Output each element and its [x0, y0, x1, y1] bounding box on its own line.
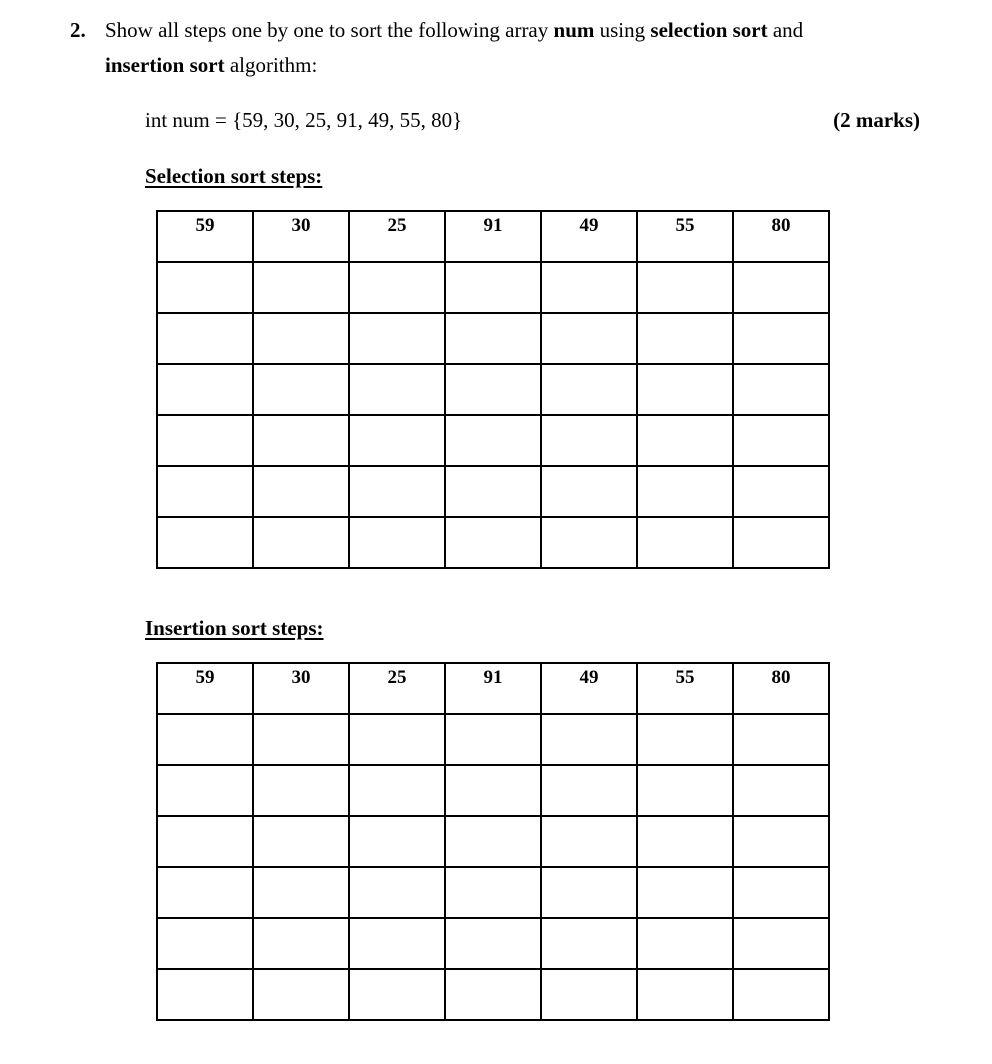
empty-step-cell[interactable] — [157, 364, 253, 415]
array-value-cell — [637, 663, 733, 714]
empty-step-cell[interactable] — [157, 969, 253, 1020]
empty-step-cell[interactable] — [253, 517, 349, 568]
array-value-cell — [445, 663, 541, 714]
table-row — [157, 262, 829, 313]
empty-step-cell[interactable] — [541, 262, 637, 313]
array-value: 91 — [483, 215, 503, 236]
empty-step-cell[interactable] — [733, 918, 829, 969]
selection-sort-title: Selection sort steps: — [145, 164, 323, 188]
array-value-cell — [637, 211, 733, 262]
empty-step-cell[interactable] — [349, 364, 445, 415]
empty-step-cell[interactable] — [157, 517, 253, 568]
empty-step-cell[interactable] — [541, 313, 637, 364]
empty-step-cell[interactable] — [157, 867, 253, 918]
empty-step-cell[interactable] — [637, 517, 733, 568]
array-value: 80 — [771, 215, 791, 236]
empty-step-cell[interactable] — [445, 867, 541, 918]
insertion-sort-title: Insertion sort steps: — [145, 616, 324, 640]
array-value: 49 — [579, 667, 599, 688]
empty-step-cell[interactable] — [253, 765, 349, 816]
empty-step-cell[interactable] — [349, 867, 445, 918]
empty-step-cell[interactable] — [349, 969, 445, 1020]
empty-step-cell[interactable] — [637, 466, 733, 517]
empty-step-cell[interactable] — [349, 517, 445, 568]
empty-step-cell[interactable] — [349, 918, 445, 969]
empty-step-cell[interactable] — [157, 765, 253, 816]
empty-step-cell[interactable] — [253, 867, 349, 918]
empty-step-cell[interactable] — [733, 364, 829, 415]
empty-step-cell[interactable] — [541, 415, 637, 466]
selection-sort-table — [156, 210, 830, 569]
array-value: 80 — [771, 667, 791, 688]
table-row — [157, 969, 829, 1020]
array-value: 30 — [291, 215, 311, 236]
empty-step-cell[interactable] — [733, 969, 829, 1020]
array-value-cell — [733, 211, 829, 262]
empty-step-cell[interactable] — [253, 364, 349, 415]
array-value-cell — [253, 663, 349, 714]
empty-step-cell[interactable] — [253, 714, 349, 765]
empty-step-cell[interactable] — [733, 517, 829, 568]
array-value-cell — [157, 211, 253, 262]
empty-step-cell[interactable] — [541, 969, 637, 1020]
empty-step-cell[interactable] — [733, 867, 829, 918]
empty-step-cell[interactable] — [541, 714, 637, 765]
question-number: 2. — [70, 18, 86, 42]
empty-step-cell[interactable] — [445, 714, 541, 765]
array-value: 91 — [483, 667, 503, 688]
table-row — [157, 313, 829, 364]
table-row — [157, 714, 829, 765]
empty-step-cell[interactable] — [253, 313, 349, 364]
empty-step-cell[interactable] — [253, 415, 349, 466]
table-row — [157, 663, 829, 714]
array-value: 59 — [195, 215, 215, 236]
array-value: 59 — [195, 667, 215, 688]
array-value: 55 — [675, 667, 695, 688]
empty-step-cell[interactable] — [445, 415, 541, 466]
question-text-part: Show all steps one by one to sort the following array — [105, 18, 554, 42]
question-text-part: algorithm: — [224, 53, 318, 77]
empty-step-cell[interactable] — [637, 313, 733, 364]
array-value-cell — [253, 211, 349, 262]
empty-step-cell[interactable] — [733, 765, 829, 816]
selection-sort-bold: selection sort — [650, 18, 768, 42]
table-row — [157, 765, 829, 816]
empty-step-cell[interactable] — [637, 969, 733, 1020]
array-value: 49 — [579, 215, 599, 236]
marks-label: (2 marks) — [833, 108, 920, 132]
empty-step-cell[interactable] — [445, 918, 541, 969]
array-value: 30 — [291, 667, 311, 688]
table-row — [157, 867, 829, 918]
array-value: 25 — [387, 667, 407, 688]
empty-step-cell[interactable] — [637, 765, 733, 816]
empty-step-cell[interactable] — [157, 918, 253, 969]
table-row — [157, 816, 829, 867]
empty-step-cell[interactable] — [541, 466, 637, 517]
empty-step-cell[interactable] — [637, 867, 733, 918]
empty-step-cell[interactable] — [541, 816, 637, 867]
table-row — [157, 466, 829, 517]
empty-step-cell[interactable] — [541, 765, 637, 816]
empty-step-cell[interactable] — [445, 517, 541, 568]
empty-step-cell[interactable] — [349, 714, 445, 765]
question-text-part: using — [594, 18, 651, 42]
empty-step-cell[interactable] — [445, 466, 541, 517]
empty-step-cell[interactable] — [541, 364, 637, 415]
empty-step-cell[interactable] — [733, 262, 829, 313]
array-value-cell — [733, 663, 829, 714]
empty-step-cell[interactable] — [733, 816, 829, 867]
empty-step-cell[interactable] — [157, 262, 253, 313]
empty-step-cell[interactable] — [253, 969, 349, 1020]
empty-step-cell[interactable] — [637, 816, 733, 867]
empty-step-cell[interactable] — [733, 313, 829, 364]
empty-step-cell[interactable] — [733, 714, 829, 765]
empty-step-cell[interactable] — [253, 262, 349, 313]
empty-step-cell[interactable] — [445, 313, 541, 364]
table-row — [157, 211, 829, 262]
table-row — [157, 415, 829, 466]
insertion-sort-table — [156, 662, 830, 1021]
empty-step-cell[interactable] — [253, 816, 349, 867]
empty-step-cell[interactable] — [637, 918, 733, 969]
array-declaration: int num = {59, 30, 25, 91, 49, 55, 80} — [145, 108, 463, 132]
empty-step-cell[interactable] — [445, 262, 541, 313]
table-row — [157, 918, 829, 969]
array-value: 25 — [387, 215, 407, 236]
empty-step-cell[interactable] — [157, 313, 253, 364]
empty-step-cell[interactable] — [637, 415, 733, 466]
array-value-cell — [349, 663, 445, 714]
empty-step-cell[interactable] — [349, 313, 445, 364]
empty-step-cell[interactable] — [157, 816, 253, 867]
array-value-cell — [445, 211, 541, 262]
array-value-cell — [541, 211, 637, 262]
empty-step-cell[interactable] — [445, 816, 541, 867]
array-value: 55 — [675, 215, 695, 236]
empty-step-cell[interactable] — [349, 262, 445, 313]
table-row — [157, 517, 829, 568]
array-value-cell — [157, 663, 253, 714]
array-name-bold: num — [553, 18, 595, 42]
array-value-cell — [541, 663, 637, 714]
empty-step-cell[interactable] — [349, 816, 445, 867]
question-text-line-2 — [105, 53, 317, 78]
table-row — [157, 364, 829, 415]
empty-step-cell[interactable] — [445, 364, 541, 415]
empty-step-cell[interactable] — [157, 466, 253, 517]
empty-step-cell[interactable] — [541, 918, 637, 969]
empty-step-cell[interactable] — [541, 517, 637, 568]
empty-step-cell[interactable] — [733, 466, 829, 517]
insertion-sort-bold: insertion sort — [105, 53, 225, 77]
empty-step-cell[interactable] — [445, 969, 541, 1020]
empty-step-cell[interactable] — [637, 714, 733, 765]
array-value-cell — [349, 211, 445, 262]
empty-step-cell[interactable] — [349, 466, 445, 517]
question-text-line-1 — [105, 18, 803, 43]
empty-step-cell[interactable] — [637, 364, 733, 415]
empty-step-cell[interactable] — [349, 765, 445, 816]
question-text-part: and — [767, 18, 804, 42]
empty-step-cell[interactable] — [157, 415, 253, 466]
empty-step-cell[interactable] — [445, 765, 541, 816]
empty-step-cell[interactable] — [637, 262, 733, 313]
empty-step-cell[interactable] — [253, 466, 349, 517]
empty-step-cell[interactable] — [253, 918, 349, 969]
empty-step-cell[interactable] — [733, 415, 829, 466]
empty-step-cell[interactable] — [541, 867, 637, 918]
empty-step-cell[interactable] — [349, 415, 445, 466]
empty-step-cell[interactable] — [157, 714, 253, 765]
